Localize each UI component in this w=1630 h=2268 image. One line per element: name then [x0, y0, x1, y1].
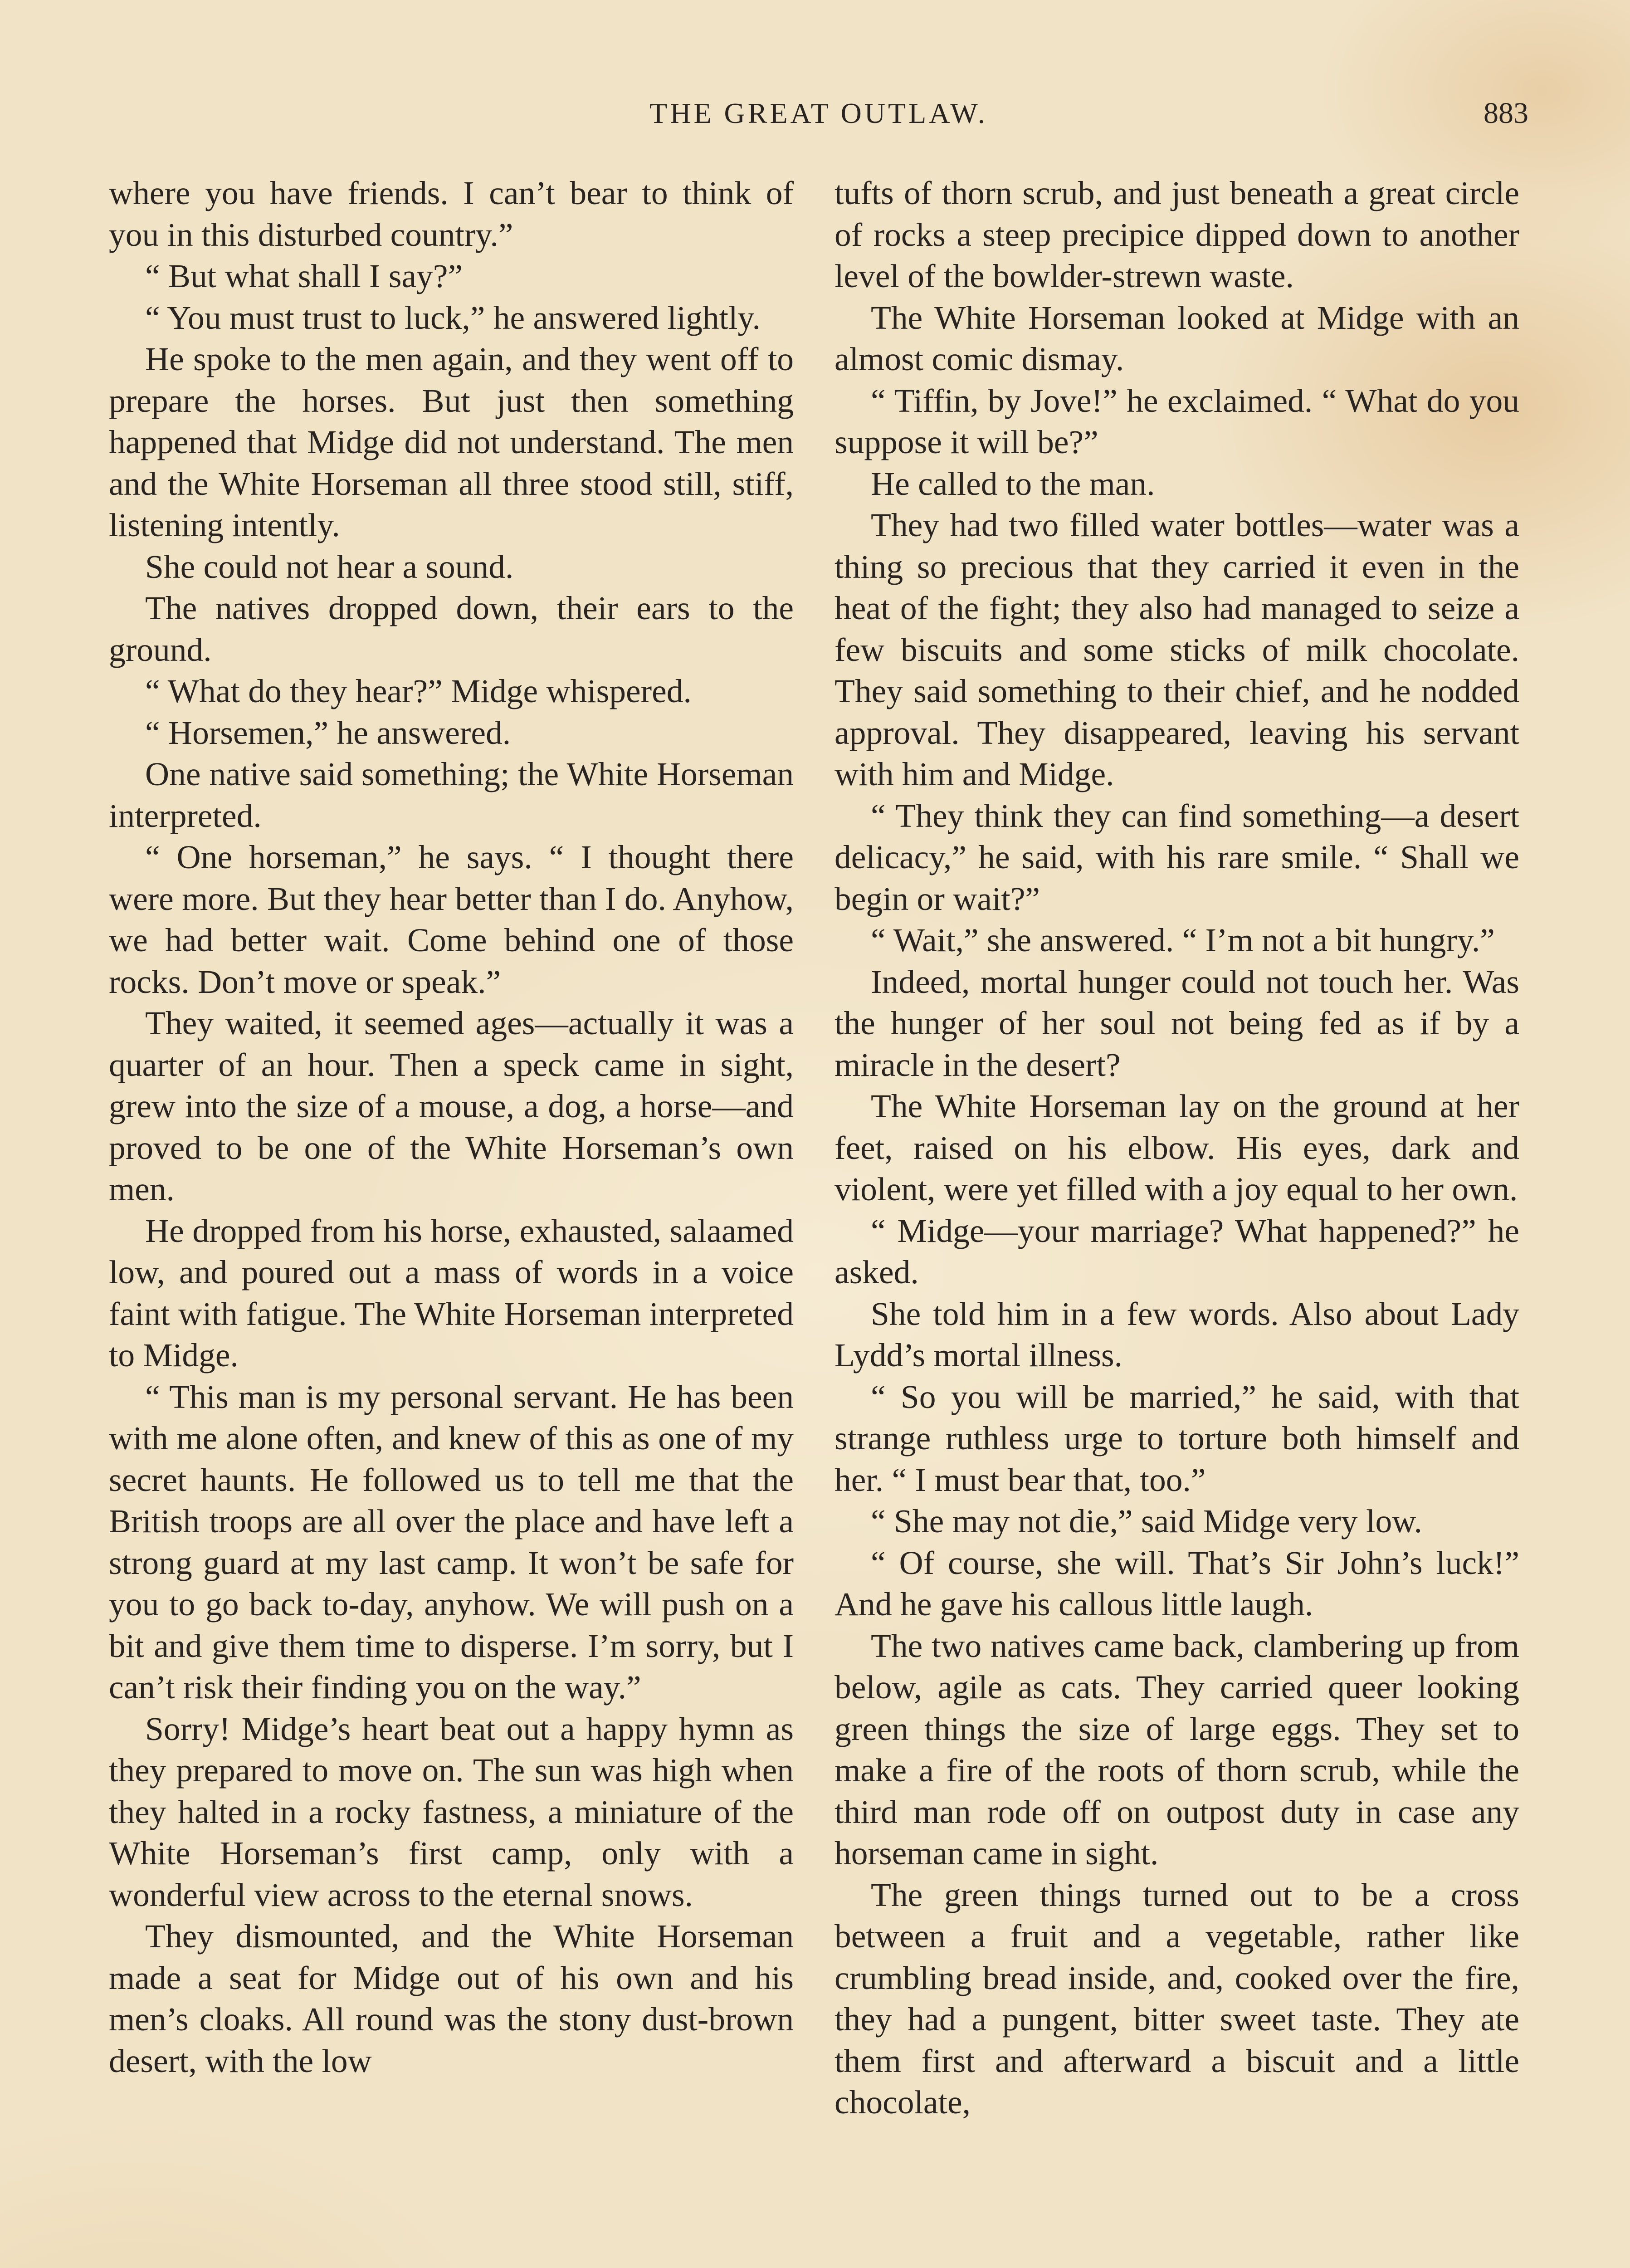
paragraph: “ Of course, she will. That’s Sir John’s luck!” And he gave his callous little laugh. [835, 1544, 1519, 1623]
paragraph: “ Tiffin, by Jove!” he exclaimed. “ What do you suppose it will be?” [835, 382, 1519, 460]
paragraph: The natives dropped down, their ears to the ground. [109, 590, 794, 668]
paragraph: He dropped from his horse, exhausted, salaamed low, and poured out a mass of words in a voice faint with fatigue. The White Horseman interpreted to Midge. [109, 1212, 794, 1374]
paragraph: The White Horseman looked at Midge with an almost comic dismay. [835, 299, 1519, 377]
paragraph: tufts of thorn scrub, and just beneath a great circle of rocks a steep precipice dipped down to another level of the bowlder-strewn waste. [835, 175, 1519, 294]
paragraph: He spoke to the men again, and they went off to prepare the horses. But just then something happened that Midge did not understand. The men and the White Horseman all three stood still, stiff, listening intently. [109, 341, 794, 543]
paragraph: She told him in a few words. Also about Lady Lydd’s mortal illness. [835, 1295, 1519, 1374]
paragraph: “ So you will be married,” he said, with that strange ruthless urge to torture both himself and her. “ I must bear that, too.” [835, 1378, 1519, 1498]
page-number: 883 [1484, 97, 1528, 130]
paragraph: “ They think they can find something—a desert delicacy,” he said, with his rare smile. “ Shall we begin or wait?” [835, 797, 1519, 917]
paragraph: The green things turned out to be a cross between a fruit and a vegetable, rather like crumbling bread inside, and, cooked over the fire, they had a pungent, bitter sweet taste. They ate them first and afterward a biscuit and a little chocolate, [835, 1876, 1519, 2121]
paragraph: They waited, it seemed ages—actually it was a quarter of an hour. Then a speck came in sight, grew into the size of a mouse, a dog, a horse—and proved to be one of the White Horseman’s own men. [109, 1005, 794, 1207]
paragraph: “ You must trust to luck,” he answered lightly. [145, 299, 761, 336]
paragraph: Indeed, mortal hunger could not touch her. Was the hunger of her soul not being fed as if by a miracle in the desert? [835, 963, 1519, 1083]
paragraph: He called to the man. [871, 465, 1155, 502]
paragraph: “ What do they hear?” Midge whispered. [145, 673, 692, 709]
paragraph: “ One horseman,” he says. “ I thought there were more. But they hear better than I do. Anyhow, we had better wait. Come behind one of those rocks. Don’t move or speak.” [109, 839, 794, 1000]
running-title: THE GREAT OUTLAW. [649, 97, 988, 129]
paragraph: They had two filled water bottles—water was a thing so precious that they carried it even in the heat of the fight; they also had managed to seize a few biscuits and some sticks of milk chocolate. They said something to their chief, and he nodded approval. They disappeared, leaving his servant with him and Midge. [835, 507, 1519, 792]
paragraph: One native said something; the White Horseman interpreted. [109, 756, 794, 834]
left-column [109, 172, 794, 2082]
paragraph: “ Midge—your marriage? What happened?” he asked. [835, 1212, 1519, 1290]
paragraph: “ Wait,” she answered. “ I’m not a bit hungry.” [871, 922, 1495, 958]
paragraph: “ Horsemen,” he answered. [145, 714, 511, 751]
paragraph: The White Horseman lay on the ground at her feet, raised on his elbow. His eyes, dark and violent, were yet filled with a joy equal to her own. [835, 1088, 1519, 1207]
running-head [109, 93, 1528, 134]
paragraph: “ But what shall I say?” [145, 258, 463, 294]
paragraph: “ This man is my personal servant. He has been with me alone often, and knew of this as one of my secret haunts. He followed us to tell me that the British troops are all over the place and have left a strong guard at my last camp. It won’t be safe for you to go back to-day, anyhow. We will push on a bit and give them time to disperse. I’m sorry, but I can’t risk their finding you on the way.” [109, 1378, 794, 1706]
right-column [835, 172, 1519, 2123]
paragraph: “ She may not die,” said Midge very low. [871, 1503, 1422, 1540]
paragraph: The two natives came back, clambering up from below, agile as cats. They carried queer looking green things the size of large eggs. They set to make a fire of the roots of thorn scrub, while the third man rode off on outpost duty in case any horseman came in sight. [835, 1627, 1519, 1872]
paragraph: They dismounted, and the White Horseman made a seat for Midge out of his own and his men’s cloaks. All round was the stony dust-brown desert, with the low [109, 1918, 794, 2079]
paragraph: Sorry! Midge’s heart beat out a happy hymn as they prepared to move on. The sun was high when they halted in a rocky fastness, a miniature of the White Horseman’s first camp, only with a wonderful view across to the eternal snows. [109, 1710, 794, 1913]
paragraph: where you have friends. I can’t bear to think of you in this disturbed country.” [109, 175, 794, 253]
paragraph: She could not hear a sound. [145, 548, 514, 585]
